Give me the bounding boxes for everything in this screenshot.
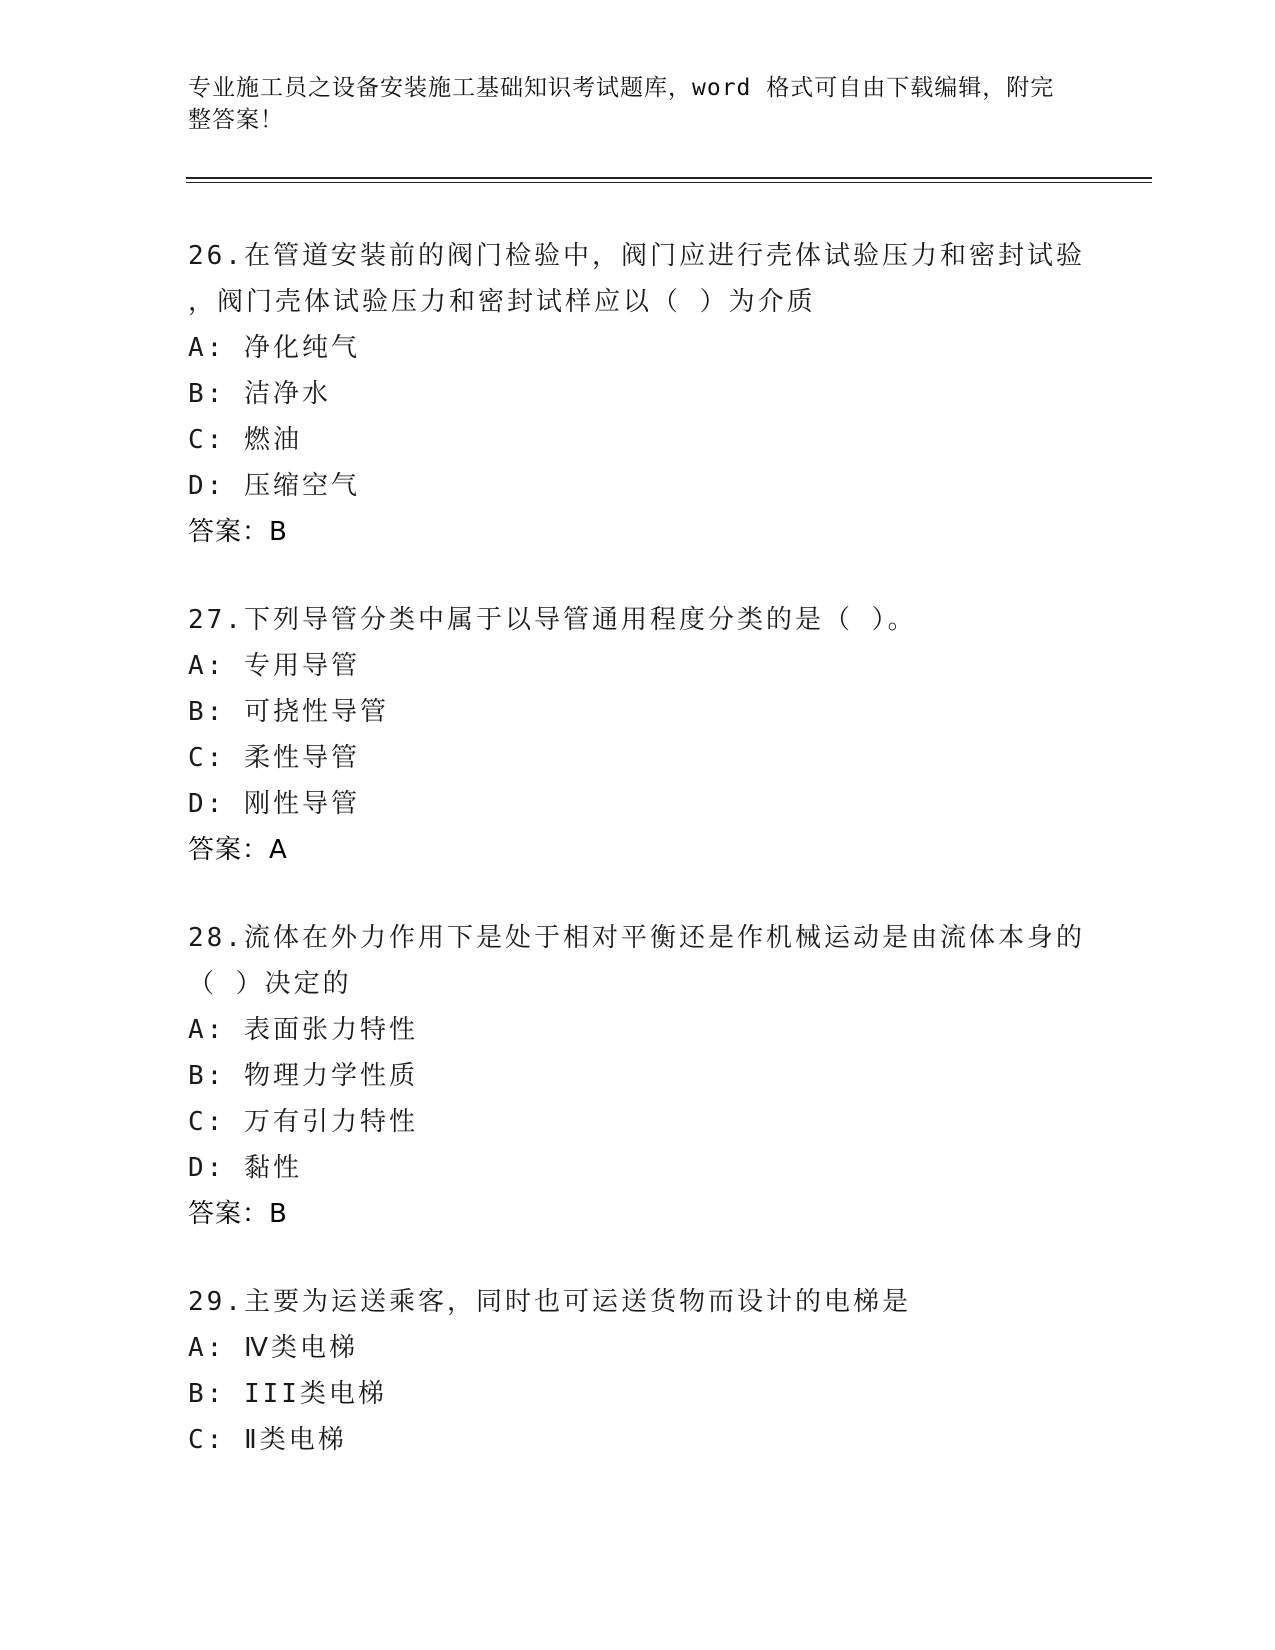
answer-line: 答案：B [188,1199,288,1229]
answer-line: 答案：A [188,835,288,865]
option-a: A: 表面张力特性 [188,1015,418,1045]
option-a: A: 专用导管 [188,651,360,681]
question-29 [188,1279,1148,1463]
option-c: C: 燃油 [188,425,302,455]
option-d: D: 压缩空气 [188,471,360,501]
header-divider-top [186,177,1152,179]
option-b: B: III类电梯 [188,1379,387,1409]
question-26 [188,233,1148,555]
question-28 [188,915,1148,1237]
option-b: B: 物理力学性质 [188,1061,418,1091]
header-divider-bottom [186,182,1152,183]
question-text-line: 28.流体在外力作用下是处于相对平衡还是作机械运动是由流体本身的 [188,923,1085,953]
document-header [188,72,1068,136]
option-c: C: Ⅱ类电梯 [188,1425,347,1455]
option-c: C: 万有引力特性 [188,1107,418,1137]
option-d: D: 黏性 [188,1153,302,1183]
option-a: A: Ⅳ类电梯 [188,1333,358,1363]
option-c: C: 柔性导管 [188,743,360,773]
question-text-line: 29.主要为运送乘客，同时也可运送货物而设计的电梯是 [188,1287,911,1317]
answer-line: 答案：B [188,517,288,547]
question-text-line: ，阀门壳体试验压力和密封试样应以（ ）为介质 [188,287,816,317]
header-line-2: 整答案！ [188,107,284,133]
question-text-line: 26.在管道安装前的阀门检验中，阀门应进行壳体试验压力和密封试验 [188,241,1085,271]
option-d: D: 刚性导管 [188,789,360,819]
header-line-1: 专业施工员之设备安装施工基础知识考试题库，word 格式可自由下载编辑，附完 [188,75,1055,101]
question-text-line: 27.下列导管分类中属于以导管通用程度分类的是（ ）。 [188,605,917,635]
option-b: B: 可挠性导管 [188,697,389,727]
option-b: B: 洁净水 [188,379,331,409]
option-a: A: 净化纯气 [188,333,360,363]
question-list [188,233,1148,1505]
question-27 [188,597,1148,873]
question-text-line: （ ）决定的 [188,969,352,999]
